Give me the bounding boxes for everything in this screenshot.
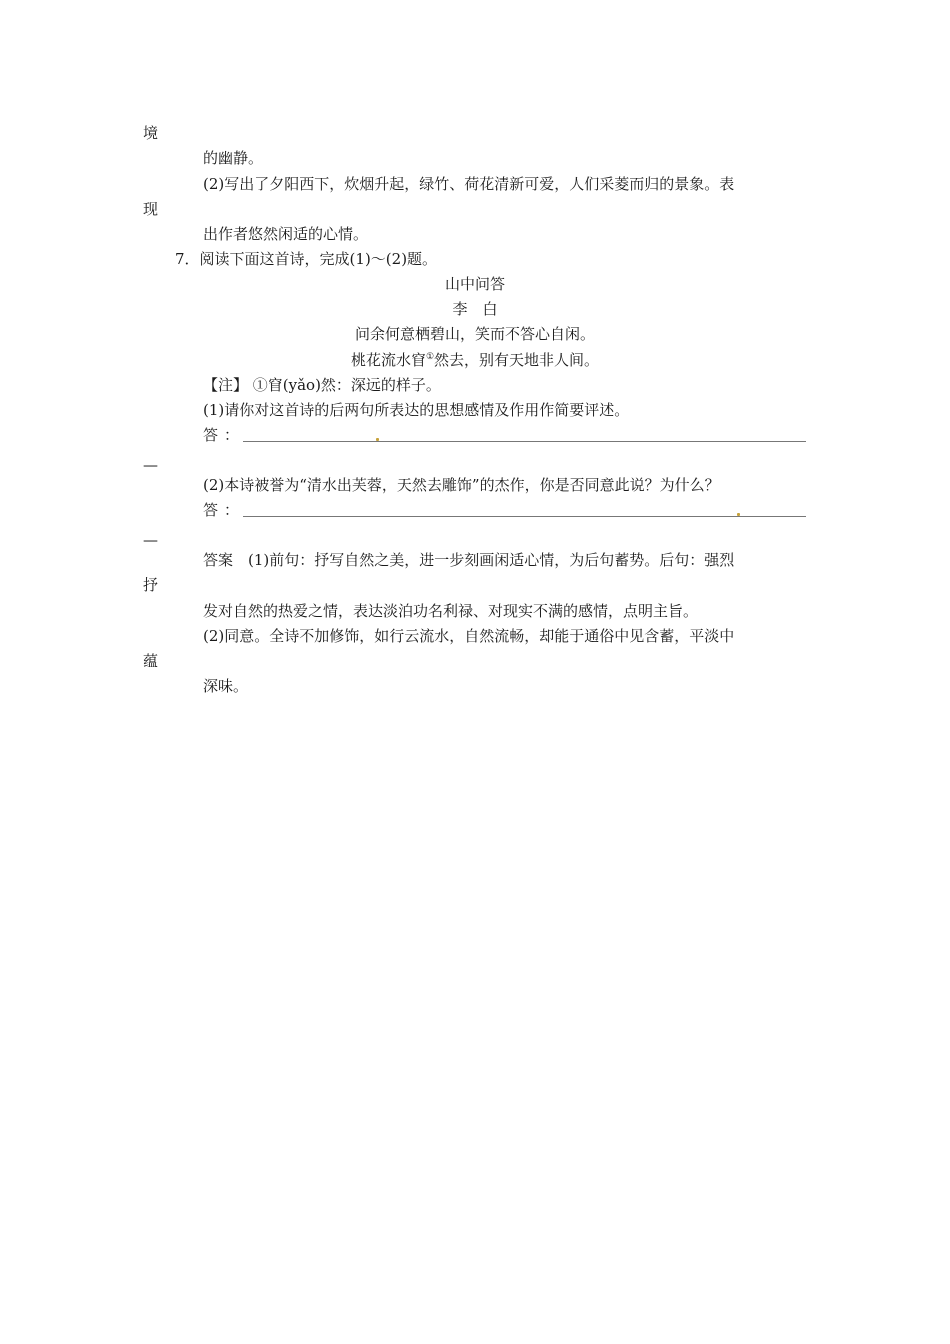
answer-blank-line-1[interactable] bbox=[243, 441, 806, 442]
text-line: (2)写出了夕阳西下，炊烟升起，绿竹、荷花清新可爱，人们采菱而归的景象。表 bbox=[203, 175, 735, 193]
sub-question-1: (1)请你对这首诗的后两句所表达的思想感情及作用作简要评述。 bbox=[203, 401, 630, 419]
blank-mark-dot bbox=[376, 438, 379, 441]
answer-blank-line-2[interactable] bbox=[243, 516, 806, 517]
poem-line-2-part-b: 然去，别有天地非人间。 bbox=[434, 351, 600, 369]
text-line: 出作者悠然闲适的心情。 bbox=[203, 225, 369, 243]
note-line: 【注】 ①窅(yǎo)然：深远的样子。 bbox=[203, 376, 441, 394]
wrapped-char-yun: 蕴 bbox=[143, 652, 159, 670]
answer-label-2: 答： bbox=[203, 501, 246, 519]
wrapped-dash: — bbox=[143, 456, 158, 474]
footnote-marker: ① bbox=[425, 352, 435, 362]
answer-label-1: 答： bbox=[203, 426, 246, 444]
blank-mark-dot bbox=[737, 513, 740, 516]
sub-question-2: (2)本诗被誉为“清水出芙蓉，天然去雕饰”的杰作，你是否同意此说？为什么？ bbox=[203, 476, 720, 494]
wrapped-dash: — bbox=[143, 531, 158, 549]
answer-line: 答案 (1)前句：抒写自然之美，进一步刻画闲适心情，为后句蓄势。后句：强烈 bbox=[203, 551, 735, 569]
wrapped-char-xian: 现 bbox=[143, 200, 159, 218]
answer-line: 深味。 bbox=[203, 677, 249, 695]
question-7-heading: 7．阅读下面这首诗，完成(1)～(2)题。 bbox=[175, 250, 438, 268]
poem-line-1: 问余何意栖碧山，笑而不答心自闲。 bbox=[354, 325, 595, 343]
poem-author: 李 白 bbox=[452, 300, 498, 318]
wrapped-char-jing: 境 bbox=[143, 124, 159, 142]
wrapped-char-shu: 抒 bbox=[143, 576, 159, 594]
text-line: 的幽静。 bbox=[203, 149, 264, 167]
poem-line-2 bbox=[0, 350, 950, 370]
answer-line: 发对自然的热爱之情，表达淡泊功名利禄、对现实不满的感情，点明主旨。 bbox=[203, 602, 699, 620]
poem-title: 山中问答 bbox=[444, 275, 505, 293]
poem-line-2-part-a: 桃花流水窅 bbox=[350, 351, 426, 369]
answer-line: (2)同意。全诗不加修饰，如行云流水，自然流畅，却能于通俗中见含蓄，平淡中 bbox=[203, 627, 735, 645]
